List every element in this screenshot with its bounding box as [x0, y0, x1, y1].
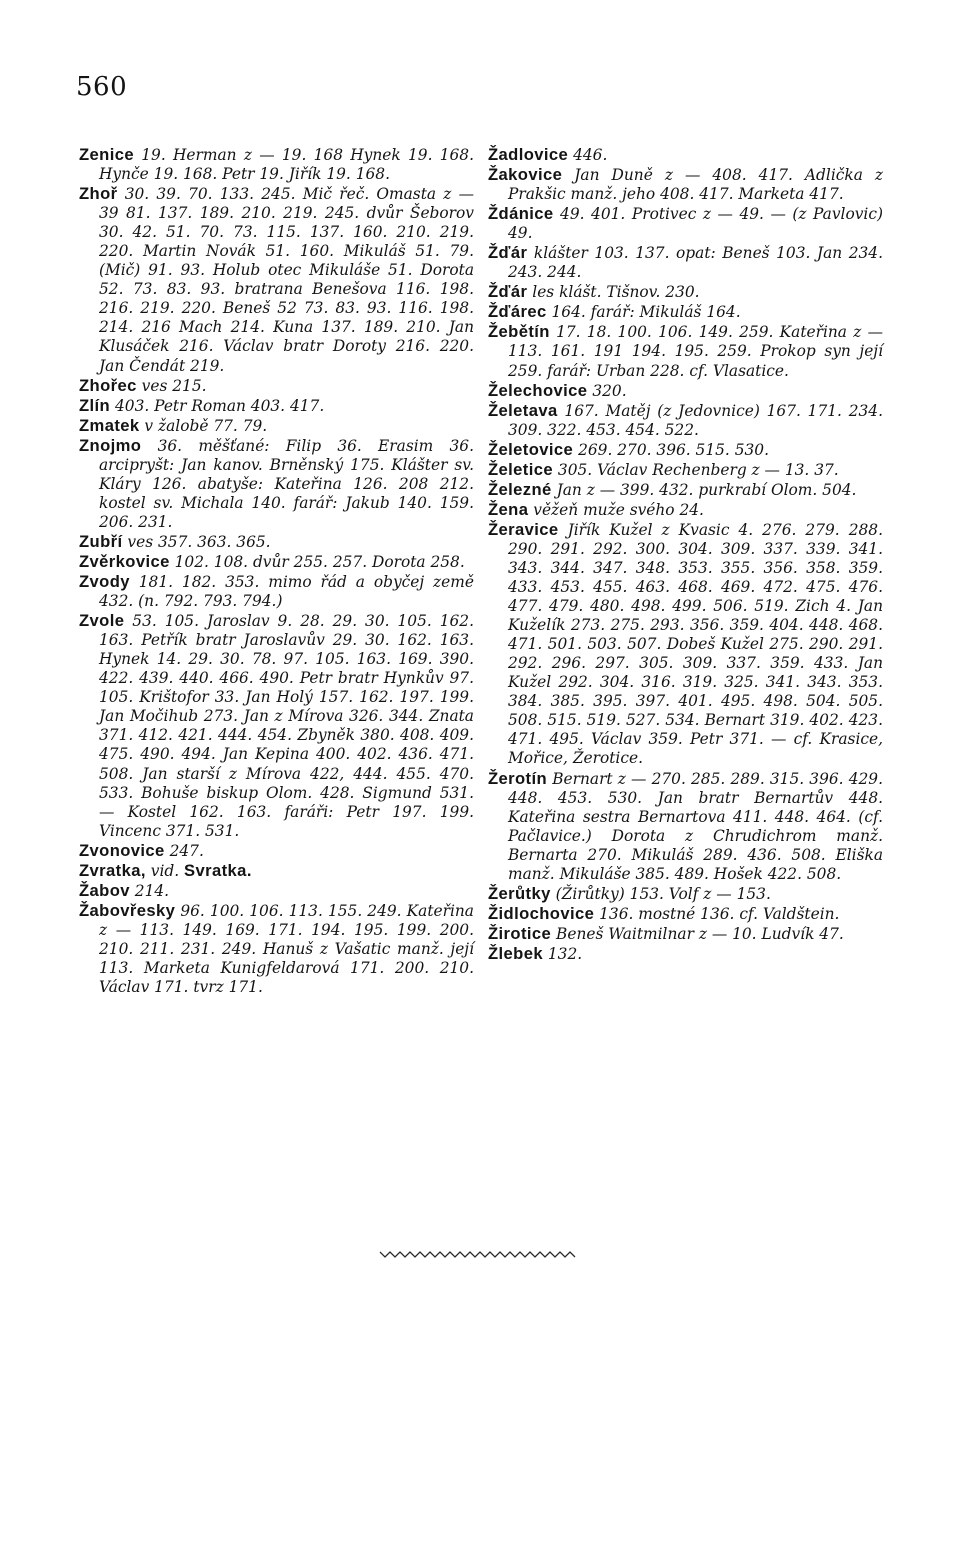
entry-references: 36. měšťané: Filip 36. Erasim 36. arcipryšt: Jan kanov. Brněnský 175. Klášter sv. Kláry 126. abatyše: Kateřina 126. 208 212. kostel sv. Michala 140. farář: Jakub 140. 159. 206. 231.	[99, 436, 474, 531]
page-number: 560	[76, 72, 128, 102]
index-entry-zdanice	[488, 204, 883, 243]
entry-references: 30. 39. 70. 133. 245. Mič řeč. Omasta z — 39 81. 137. 189. 210. 219. 245. dvůr Šeborov 30. 42. 51. 70. 73. 115. 137. 160. 210. 219. 220. Martin Novák 51. 160. Mikuláš 51. 79. (Mič) 91. 93. Holub otec Mikuláše 51. Dorota 52. 73. 83. 93. bratrana Benešova 116. 198. 216. 219. 220. Beneš 52 73. 83. 93. 116. 198. 214. 216 Mach 214. Kuna 137. 189. 210. Jan Klusáček 216. Václav bratr Doroty 216. 220. Jan Čendát 219.	[99, 185, 474, 375]
index-entry-znojmo	[79, 436, 474, 532]
entry-headword: Žďárec	[488, 302, 547, 322]
entry-headword: Zhoř	[79, 184, 118, 204]
entry-references: 49. 401. Protivec z — 49. — (z Pavlovic) 49.	[508, 205, 883, 243]
index-entry-zabovresky	[79, 901, 474, 997]
entry-headword: Zmatek	[79, 415, 140, 435]
entry-references: v žalobě 77. 79.	[144, 416, 268, 435]
entry-references: 17. 18. 100. 106. 149. 259. Kateřina z — 113. 161. 191 194. 195. 259. Prokop syn její 259. farář: Urban 228. cf. Vlasatice.	[508, 323, 883, 380]
index-entry-zeletovice	[488, 440, 883, 460]
entry-references: 136. mostné 136. cf. Valdštein.	[599, 904, 840, 923]
entry-headword: Zvole	[79, 611, 125, 631]
index-entry-zenice	[79, 145, 474, 184]
entry-headword: Žďár	[488, 282, 528, 302]
entry-references: ves 357. 363. 365.	[127, 532, 271, 551]
index-entry-zebetin	[488, 322, 883, 380]
index-column-right	[488, 145, 883, 964]
entry-headword: Žena	[488, 499, 529, 519]
index-entry-zelezne	[488, 480, 883, 500]
index-entry-zvonovice	[79, 841, 474, 861]
entry-references: 247.	[169, 841, 204, 860]
index-entry-zlebek	[488, 944, 883, 964]
entry-headword: Zhořec	[79, 375, 137, 395]
entry-references: vid.	[150, 861, 180, 880]
index-entry-zhor	[79, 184, 474, 375]
index-entry-zadlovice	[488, 145, 883, 165]
entry-headword: Židlochovice	[488, 903, 595, 923]
entry-references: 320.	[592, 381, 627, 400]
entry-cross-reference: Svratka.	[184, 860, 252, 880]
entry-headword: Žakovice	[488, 165, 563, 185]
index-entry-zhorec	[79, 376, 474, 396]
index-entry-zvole	[79, 611, 474, 841]
index-entry-zdarec	[488, 302, 883, 322]
index-entry-zeravice	[488, 520, 883, 769]
entry-headword: Želetice	[488, 459, 553, 479]
entry-headword: Želetava	[488, 400, 558, 420]
entry-references: 305. Václav Rechenberg z — 13. 37.	[557, 460, 839, 479]
entry-references: 102. 108. dvůr 255. 257. Dorota 258.	[174, 552, 465, 571]
entry-headword: Žďár	[488, 243, 528, 263]
entry-headword: Žabovřesky	[79, 900, 176, 920]
entry-references: 167. Matěj (z Jedovnice) 167. 171. 234. 309. 322. 453. 454. 522.	[508, 401, 883, 439]
entry-headword: Zlín	[79, 395, 111, 415]
entry-references: 19. Herman z — 19. 168 Hynek 19. 168. Hynče 19. 168. Petr 19. Jiřík 19. 168.	[99, 146, 474, 184]
index-entry-zabov	[79, 881, 474, 901]
entry-headword: Žerotín	[488, 768, 548, 788]
entry-headword: Ždánice	[488, 204, 554, 224]
index-entry-zena	[488, 500, 883, 520]
entry-headword: Žerůtky	[488, 883, 551, 903]
entry-references: 164. farář: Mikuláš 164.	[551, 303, 741, 322]
entry-headword: Žeravice	[488, 519, 559, 539]
entry-headword: Zvratka,	[79, 860, 146, 880]
entry-headword: Žebětín	[488, 322, 550, 342]
entry-references: 132.	[547, 944, 583, 963]
index-entry-zidlochovice	[488, 904, 883, 924]
entry-headword: Žlebek	[488, 943, 543, 963]
entry-references: 53. 105. Jaroslav 9. 28. 29. 30. 105. 162. 163. Petřík bratr Jaroslavův 29. 30. 162. 163. Hynek 14. 29. 30. 78. 97. 105. 163. 169. 390. 422. 439. 440. 466. 490. Petr bratr Hynkův 97. 105. Krištofor 33. Jan Holý 157. 162. 197. 199. Jan Močihub 273. Jan z Mírova 326. 344. Znata 371. 412. 421. 444. 454. Zbyněk 380. 408. 409. 475. 490. 494. Jan Kepina 400. 402. 436. 471. 508. Jan starší z Mírova 422, 444. 455. 470. 533. Bohuše biskup Olom. 428. Sigmund 531. — Kostel 162. 163. faráři: Petr 197. 199. Vincenc 371. 531.	[99, 612, 474, 840]
entry-references: ves 215.	[141, 376, 207, 395]
index-entry-zmatek	[79, 416, 474, 436]
entry-headword: Zenice	[79, 145, 134, 164]
index-entry-zelechovice	[488, 381, 883, 401]
index-entry-zdar-les	[488, 282, 883, 302]
entry-references: (Žirůtky) 153. Volf z — 153.	[555, 884, 771, 903]
entry-headword: Znojmo	[79, 435, 142, 455]
entry-references: Jan Duně z — 408. 417. Adlička z Prakšic manž. jeho 408. 417. Marketa 417.	[508, 166, 883, 204]
index-entry-zvratka	[79, 861, 474, 881]
index-entry-zeletava	[488, 401, 883, 440]
entry-headword: Žirotice	[488, 923, 552, 943]
entry-references: 181. 182. 353. mimo řád a obyčej země 432. (n. 792. 793. 794.)	[99, 573, 474, 611]
entry-headword: Žadlovice	[488, 145, 569, 164]
entry-references: les klášt. Tišnov. 230.	[532, 283, 700, 302]
index-entry-zerutky	[488, 884, 883, 904]
index-entry-zverkovice	[79, 552, 474, 572]
entry-headword: Zvody	[79, 572, 130, 592]
index-entry-zeletice	[488, 460, 883, 480]
entry-headword: Zvonovice	[79, 840, 165, 860]
entry-references: Beneš Waitmilnar z — 10. Ludvík 47.	[556, 924, 844, 943]
entry-references: 403. Petr Roman 403. 417.	[115, 396, 325, 415]
entry-references: 269. 270. 396. 515. 530.	[578, 440, 769, 459]
entry-headword: Želetovice	[488, 439, 574, 459]
entry-headword: Zubří	[79, 531, 123, 551]
entry-references: 214.	[134, 881, 170, 900]
index-entry-zvody	[79, 572, 474, 611]
index-entry-zakovice	[488, 165, 883, 204]
index-entry-zirotice	[488, 924, 883, 944]
index-entry-zdar-klaster	[488, 243, 883, 282]
entry-references: 96. 100. 106. 113. 155. 249. Kateřina z — 113. 149. 169. 171. 194. 195. 199. 200. 210. 211. 231. 249. Hanuš z Vašatic manž. její 113. Marketa Kunigfeldarová 171. 200. 210. Václav 171. tvrz 171.	[99, 901, 474, 997]
entry-references: Jiřík Kužel z Kvasic 4. 276. 279. 288. 290. 291. 292. 300. 304. 309. 337. 339. 341. 343. 344. 347. 348. 353. 355. 356. 358. 359. 433. 453. 455. 463. 468. 469. 472. 475. 476. 477. 479. 480. 498. 499. 506. 519. Zich 4. Jan Kuželík 273. 275. 293. 356. 359. 404. 448. 468. 471. 501. 503. 507. Dobeš Kužel 275. 290. 291. 292. 296. 297. 305. 309. 337. 359. 433. Jan Kužel 292. 304. 316. 319. 325. 341. 343. 353. 384. 385. 395. 397. 401. 495. 498. 504. 505. 508. 515. 519. 527. 534. Bernart 319. 402. 423. 471. 495. Václav 359. Petr 371. — cf. Krasice, Mořice, Žerotice.	[508, 520, 883, 768]
index-entry-zlin	[79, 396, 474, 416]
entry-references: 446.	[573, 146, 608, 164]
end-ornament	[378, 1246, 582, 1262]
entry-headword: Žabov	[79, 880, 130, 900]
entry-references: Jan z — 399. 432. purkrabí Olom. 504.	[556, 480, 857, 499]
entry-headword: Železné	[488, 479, 552, 499]
index-column-left	[79, 145, 474, 997]
entry-references: Bernart z — 270. 285. 289. 315. 396. 429. 448. 453. 530. Jan bratr Bernartův 448. Kateřina sestra Bernartova 411. 448. 464. (cf. Pačlavice.) Dorota z Chrudichrom manž. Bernarta 270. Mikuláš 289. 436. 508. Eliška manž. Mikuláše 385. 489. Hošek 422. 508.	[508, 769, 883, 883]
entry-references: klášter 103. 137. opat: Beneš 103. Jan 234. 243. 244.	[508, 244, 883, 282]
entry-headword: Zvěrkovice	[79, 551, 170, 571]
entry-references: věžeň muže svého 24.	[533, 500, 704, 519]
index-entry-zubri	[79, 532, 474, 552]
index-entry-zerotin	[488, 769, 883, 884]
entry-headword: Želechovice	[488, 380, 588, 400]
